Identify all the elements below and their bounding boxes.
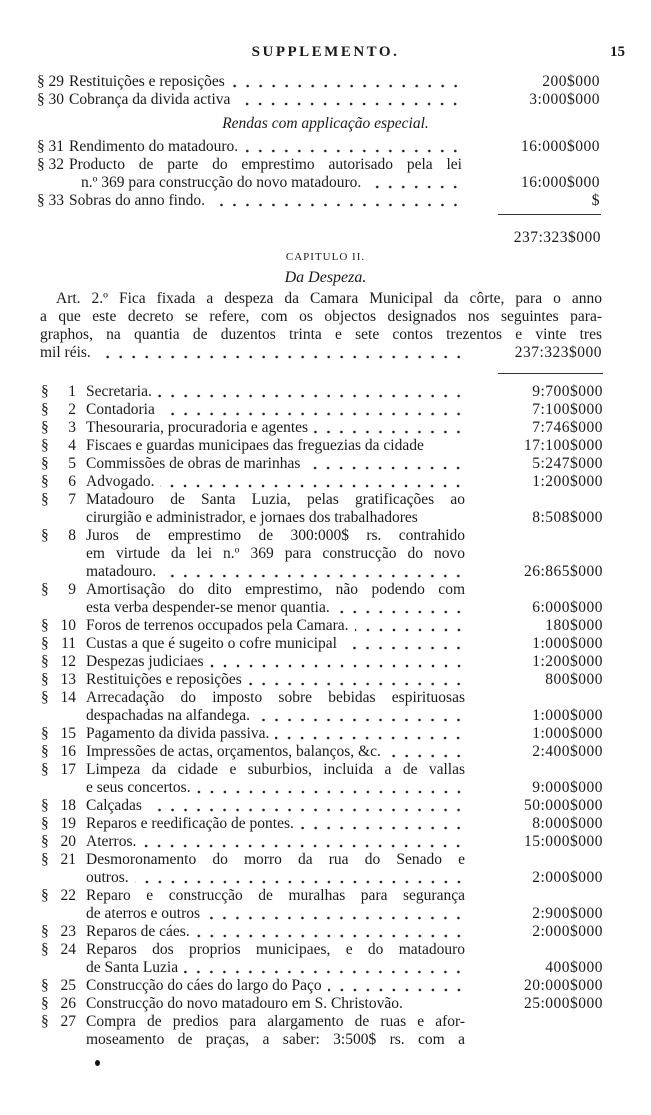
- item-text: Reparo e construcção de muralhas para segurança: [86, 887, 465, 904]
- item-text: Calçadas: [86, 797, 142, 814]
- dot-leader: [314, 424, 465, 434]
- item-last-line: [86, 707, 465, 725]
- item-number: 27: [60, 1013, 76, 1030]
- list-item: [0, 797, 651, 815]
- item-amount: 9:000$000: [532, 779, 603, 796]
- item-amount: 3:000$000: [529, 91, 600, 108]
- dot-leader: [355, 622, 465, 632]
- dot-leader: [236, 96, 462, 106]
- ink-spot: [95, 1060, 100, 1066]
- item-text: Foros de terrenos occupados pela Camara.: [86, 617, 349, 634]
- section-sign: §: [41, 401, 49, 418]
- item-line: [86, 725, 603, 743]
- article-paragraph: [40, 290, 602, 362]
- item-number: 30: [48, 91, 64, 108]
- dot-leader: [256, 712, 465, 722]
- section-sign: §: [41, 671, 49, 688]
- section-sign: §: [41, 527, 49, 544]
- list-item: [0, 617, 651, 635]
- list-item: [0, 192, 651, 210]
- item-last-line: [86, 455, 465, 473]
- item-number: 19: [60, 815, 76, 832]
- item-text: Reparos de cáes.: [86, 923, 190, 940]
- item-number: 4: [68, 437, 76, 454]
- item-line: [86, 401, 603, 419]
- section-sign: §: [41, 887, 49, 904]
- item-number: 12: [60, 653, 76, 670]
- section-sign: §: [41, 977, 49, 994]
- article-line: graphos, na quantia de duzentos trinta e sete contos trezentos e vinte tres: [40, 326, 602, 343]
- item-text: Secretaria.: [86, 383, 152, 400]
- item-line: [86, 635, 603, 653]
- list-item: [0, 833, 651, 851]
- item-line: [86, 599, 603, 617]
- item-line: [86, 473, 603, 491]
- article-amount: 237:323$000: [514, 344, 602, 361]
- item-amount: 16:000$000: [520, 138, 600, 155]
- item-text: Arrecadação do imposto sobre bebidas espirituosas: [86, 689, 465, 706]
- item-amount: 2:400$000: [532, 743, 603, 760]
- dot-leader: [387, 748, 465, 758]
- item-text: Desmoronamento do morro da rua do Senado e: [86, 851, 465, 868]
- item-text: de Santa Luzia: [86, 959, 179, 976]
- item-amount: $: [591, 192, 600, 209]
- list-item: [0, 73, 651, 91]
- section-sign: §: [41, 851, 49, 868]
- section-sign: §: [41, 995, 49, 1012]
- item-line: [86, 743, 603, 761]
- list-item: [0, 635, 651, 653]
- item-number: 18: [60, 797, 76, 814]
- item-amount: 9:700$000: [532, 383, 603, 400]
- dot-leader: [206, 910, 465, 920]
- item-text: n.º 369 para construcção do novo matadouro.: [81, 174, 362, 191]
- item-number: 11: [61, 635, 76, 652]
- item-text: e seus concertos.: [86, 779, 191, 796]
- item-line: [86, 905, 603, 923]
- item-text: Restituições e reposições: [69, 73, 225, 90]
- item-number: 14: [60, 689, 76, 706]
- item-amount: 1:000$000: [532, 725, 603, 742]
- article-line: a que este decreto se refere, com os objectos designados nos seguintes para-: [40, 308, 602, 325]
- item-text: cirurgião e administrador, e jornaes dos trabalhadores: [86, 509, 418, 526]
- despeza-list: [0, 383, 651, 1049]
- item-line: [86, 995, 603, 1013]
- item-text: Aterros.: [86, 833, 137, 850]
- section-sign: §: [41, 689, 49, 706]
- item-amount: 16:000$000: [520, 174, 600, 191]
- item-last-line: [86, 815, 465, 833]
- item-number: 26: [60, 995, 76, 1012]
- list-item: [0, 91, 651, 109]
- item-amount: 400$000: [545, 959, 603, 976]
- list-item: [0, 455, 651, 473]
- list-item: [0, 725, 651, 743]
- section-sign: §: [41, 923, 49, 940]
- item-last-line: [69, 192, 462, 210]
- list-item: [0, 1013, 651, 1049]
- section-sign: §: [41, 581, 49, 598]
- section-sign: §: [41, 743, 49, 760]
- item-amount: 20:000$000: [523, 977, 603, 994]
- item-amount: 50:000$000: [523, 797, 603, 814]
- item-last-line: [81, 174, 462, 192]
- item-text: esta verba despender-se menor quantia.: [86, 599, 330, 616]
- item-number: 29: [48, 73, 64, 90]
- section-sign: §: [37, 192, 45, 209]
- item-line: [69, 91, 600, 109]
- list-item: [0, 743, 651, 761]
- item-amount: 17:100$000: [523, 437, 603, 454]
- section-sign: §: [41, 617, 49, 634]
- item-text: Thesouraria, procuradoria e agentes: [86, 419, 309, 436]
- list-item: [0, 977, 651, 995]
- item-text: Impressões de actas, orçamentos, balanços, &c.: [86, 743, 381, 760]
- dot-leader: [248, 676, 465, 686]
- item-line: [86, 617, 603, 635]
- list-item: [0, 689, 651, 725]
- item-last-line: [86, 833, 465, 851]
- item-text: Compra de predios para alargamento de ruas e afor-: [86, 1013, 465, 1030]
- dot-leader: [97, 349, 465, 359]
- article-line: Art. 2.º Fica fixada a despeza da Camara Municipal da côrte, para o anno: [56, 290, 602, 307]
- dot-leader: [184, 964, 465, 974]
- section-sign: §: [37, 73, 45, 90]
- item-text: moseamento de praças, a saber: 3:500$ rs. com a: [86, 1031, 465, 1048]
- item-amount: 200$000: [542, 73, 600, 90]
- section-sign: §: [41, 1013, 49, 1030]
- item-line: [86, 869, 603, 887]
- section-sign: §: [41, 383, 49, 400]
- item-line: [86, 707, 603, 725]
- list-item: [0, 941, 651, 977]
- item-last-line: [86, 563, 465, 581]
- item-last-line: [86, 383, 465, 401]
- item-number: 24: [60, 941, 76, 958]
- article-line: mil réis.: [40, 344, 91, 361]
- section-sign: §: [41, 473, 49, 490]
- item-number: 21: [60, 851, 76, 868]
- item-line: [69, 73, 600, 91]
- item-line: [86, 779, 603, 797]
- total-rule: [498, 214, 601, 215]
- item-last-line: [86, 797, 465, 815]
- item-number: 31: [48, 138, 64, 155]
- list-item: [0, 653, 651, 671]
- item-last-line: [86, 743, 465, 761]
- item-text: Contadoria: [86, 401, 155, 418]
- item-text: Restituições e reposições: [86, 671, 242, 688]
- dot-leader: [336, 604, 465, 614]
- item-number: 1: [68, 383, 76, 400]
- item-number: 3: [68, 419, 76, 436]
- item-text: Matadouro de Santa Luzia, pelas gratificações ao: [86, 491, 465, 508]
- item-line: [86, 509, 603, 527]
- item-text: outros.: [86, 869, 129, 886]
- dot-leader: [196, 928, 465, 938]
- section-sign: §: [41, 653, 49, 670]
- item-amount: 15:000$000: [523, 833, 603, 850]
- item-line: [86, 437, 603, 455]
- list-item: [0, 887, 651, 923]
- item-number: 9: [68, 581, 76, 598]
- list-item: [0, 383, 651, 401]
- dot-leader: [275, 730, 465, 740]
- item-number: 2: [68, 401, 76, 418]
- dot-leader: [328, 982, 465, 992]
- receita-list: [0, 73, 651, 109]
- section-sign: §: [41, 725, 49, 742]
- especial-list: [0, 138, 651, 210]
- item-number: 22: [60, 887, 76, 904]
- item-amount: 800$000: [545, 671, 603, 688]
- item-amount: 180$000: [545, 617, 603, 634]
- list-item: [0, 581, 651, 617]
- dot-leader: [160, 478, 465, 488]
- section-sign: §: [37, 156, 45, 173]
- list-item: [0, 761, 651, 797]
- especial-heading: Rendas com applicação especial.: [222, 115, 429, 132]
- list-item: [0, 491, 651, 527]
- item-last-line: [86, 401, 465, 419]
- item-last-line: [86, 869, 465, 887]
- item-last-line: [86, 905, 465, 923]
- item-amount: 2:000$000: [532, 869, 603, 886]
- item-line: [69, 138, 600, 156]
- item-text: Commissões de obras de marinhas: [86, 455, 301, 472]
- item-last-line: [86, 725, 465, 743]
- item-text: despachadas na alfandega.: [86, 707, 250, 724]
- item-number: 5: [68, 455, 76, 472]
- item-last-line: [86, 977, 465, 995]
- item-last-line: [86, 509, 465, 527]
- dot-leader: [211, 197, 462, 207]
- section-sign: §: [41, 455, 49, 472]
- item-line: [86, 455, 603, 473]
- item-number: 23: [60, 923, 76, 940]
- section-sign: §: [37, 91, 45, 108]
- section-sign: §: [41, 491, 49, 508]
- item-amount: 1:000$000: [532, 707, 603, 724]
- item-line: [86, 833, 603, 851]
- item-text: Advogado.: [86, 473, 155, 490]
- dot-leader: [161, 406, 465, 416]
- list-item: [0, 419, 651, 437]
- item-line: [86, 383, 603, 401]
- item-text: Sobras do anno findo.: [69, 192, 206, 209]
- item-text: Custas a que é sugeito o cofre municipal: [86, 635, 337, 652]
- item-text: Despezas judiciaes: [86, 653, 204, 670]
- item-last-line: [86, 419, 465, 437]
- dot-leader: [148, 802, 465, 812]
- item-number: 20: [60, 833, 76, 850]
- item-text: Cobrança da divida activa: [69, 91, 231, 108]
- item-last-line: [69, 138, 462, 156]
- item-number: 15: [60, 725, 76, 742]
- item-line: [86, 923, 603, 941]
- item-line: [81, 174, 600, 192]
- list-item: [0, 138, 651, 156]
- item-line: [86, 653, 603, 671]
- running-header: [0, 44, 651, 66]
- item-last-line: [69, 73, 462, 91]
- item-number: 13: [60, 671, 76, 688]
- item-line: [86, 419, 603, 437]
- item-last-line: [86, 635, 465, 653]
- item-text: Construcção do cáes do largo do Paço: [86, 977, 322, 994]
- item-text: Construcção do novo matadouro em S. Christovão.: [86, 995, 403, 1012]
- list-item: [0, 995, 651, 1013]
- list-item: [0, 156, 651, 192]
- item-number: 32: [48, 156, 64, 173]
- dot-leader: [300, 820, 465, 830]
- section-sign: §: [41, 797, 49, 814]
- item-number: 8: [68, 527, 76, 544]
- dot-leader: [162, 568, 465, 578]
- item-number: 17: [60, 761, 76, 778]
- item-text: Producto de parte do emprestimo autorisado pela lei: [69, 156, 462, 173]
- dot-leader: [367, 179, 462, 189]
- section-sign: §: [41, 815, 49, 832]
- list-item: [0, 671, 651, 689]
- item-amount: 2:900$000: [532, 905, 603, 922]
- item-amount: 1:000$000: [532, 635, 603, 652]
- section-sign: §: [41, 635, 49, 652]
- item-last-line: [69, 91, 462, 109]
- item-amount: 2:000$000: [532, 923, 603, 940]
- item-last-line: [86, 959, 465, 977]
- item-last-line: [86, 653, 465, 671]
- item-line: [86, 959, 603, 977]
- list-item: [0, 815, 651, 833]
- dot-leader: [158, 388, 465, 398]
- item-last-line: [86, 671, 465, 689]
- dot-leader: [142, 838, 465, 848]
- item-amount: 7:100$000: [532, 401, 603, 418]
- item-number: 33: [48, 192, 64, 209]
- item-amount: 5:247$000: [532, 455, 603, 472]
- item-number: 25: [60, 977, 76, 994]
- list-item: [0, 401, 651, 419]
- item-amount: 1:200$000: [532, 653, 603, 670]
- list-item: [0, 527, 651, 581]
- dot-leader: [244, 143, 462, 153]
- item-text: Rendimento do matadouro.: [69, 138, 239, 155]
- item-amount: 26:865$000: [523, 563, 603, 580]
- item-text: Fiscaes e guardas municipaes das freguezias da cidade: [86, 437, 424, 454]
- item-amount: 8:508$000: [532, 509, 603, 526]
- dot-leader: [343, 640, 465, 650]
- item-text: Reparos dos proprios municipaes, e do matadouro: [86, 941, 465, 958]
- chapter-title: Da Despeza.: [284, 269, 367, 286]
- dot-leader: [231, 78, 462, 88]
- header-title: SUPPLEMENTO.: [251, 44, 400, 60]
- item-line: [86, 977, 603, 995]
- item-number: 7: [68, 491, 76, 508]
- item-line: [86, 797, 603, 815]
- item-last-line: [86, 473, 465, 491]
- item-last-line: [86, 995, 465, 1013]
- item-text: Limpeza da cidade e suburbios, incluida a de vallas: [86, 761, 465, 778]
- item-text: Reparos e reedificação de pontes.: [86, 815, 294, 832]
- list-item: [0, 473, 651, 491]
- item-text: matadouro.: [86, 563, 157, 580]
- section-sign: §: [41, 941, 49, 958]
- dot-leader: [197, 784, 465, 794]
- item-line: [86, 815, 603, 833]
- section-sign: §: [41, 419, 49, 436]
- item-last-line: [86, 437, 465, 455]
- item-text: Amortisação do dito emprestimo, não podendo com: [86, 581, 465, 598]
- item-amount: 6:000$000: [532, 599, 603, 616]
- page-number: 15: [610, 44, 625, 60]
- section-sign: §: [41, 833, 49, 850]
- item-last-line: [86, 617, 465, 635]
- section-sign: §: [41, 761, 49, 778]
- item-text: Juros de emprestimo de 300:000$ rs. contrahido: [86, 527, 465, 544]
- list-item: [0, 851, 651, 887]
- item-number: 16: [60, 743, 76, 760]
- item-amount: 8:000$000: [532, 815, 603, 832]
- item-line: [86, 671, 603, 689]
- item-text: em virtude da lei n.º 369 para construcção do novo: [86, 545, 465, 562]
- item-amount: 7:746$000: [532, 419, 603, 436]
- item-text: Pagamento da divida passiva.: [86, 725, 270, 742]
- section-sign: §: [41, 437, 49, 454]
- item-number: 6: [68, 473, 76, 490]
- section-rule: [498, 373, 603, 374]
- item-last-line: [86, 779, 465, 797]
- item-line: [69, 192, 600, 210]
- item-line: [86, 563, 603, 581]
- receita-total: 237:323$000: [513, 229, 601, 246]
- dot-leader: [135, 874, 465, 884]
- item-number: 10: [60, 617, 76, 634]
- item-last-line: [86, 923, 465, 941]
- item-amount: 25:000$000: [523, 995, 603, 1012]
- section-sign: §: [37, 138, 45, 155]
- item-text: de aterros e outros: [86, 905, 201, 922]
- list-item: [0, 437, 651, 455]
- dot-leader: [210, 658, 466, 668]
- chapter-label: CAPITULO II.: [285, 251, 366, 263]
- list-item: [0, 923, 651, 941]
- dot-leader: [306, 460, 465, 470]
- item-amount: 1:200$000: [532, 473, 603, 490]
- item-last-line: [86, 599, 465, 617]
